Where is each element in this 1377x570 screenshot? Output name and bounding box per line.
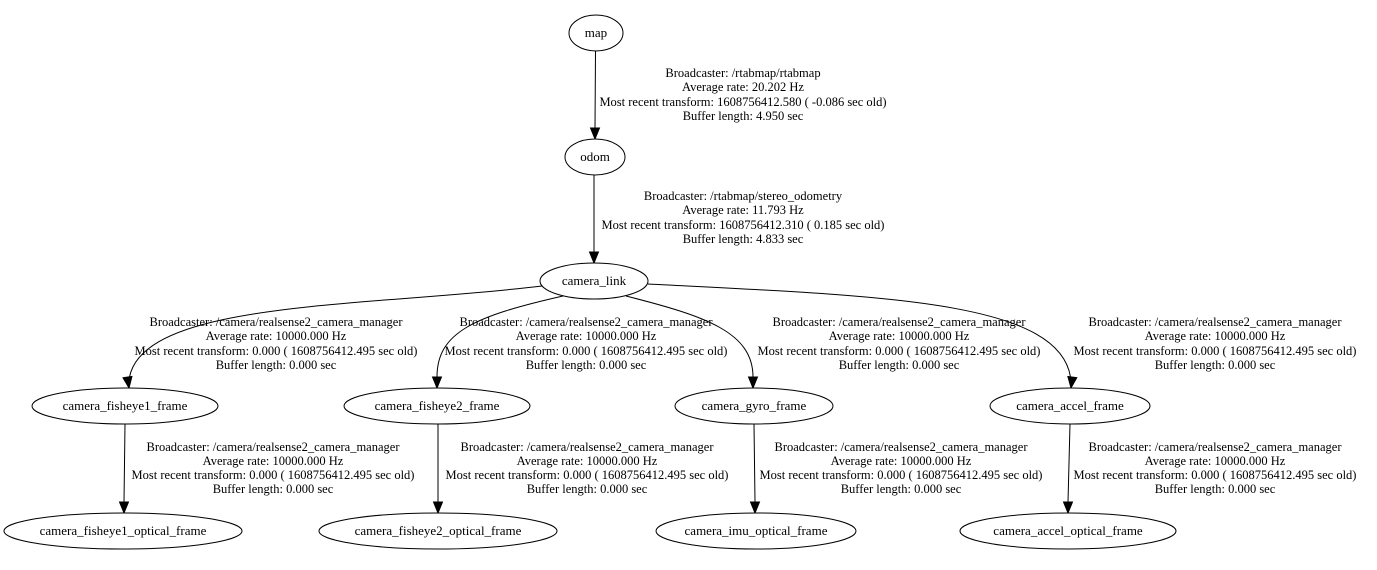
node-camera_fisheye2_optical_frame bbox=[319, 513, 557, 549]
node-camera_accel_frame bbox=[990, 388, 1150, 424]
edge-camera_link-camera_fisheye2_frame bbox=[433, 296, 728, 388]
edge-label-buffer: Buffer length: 0.000 sec bbox=[212, 481, 334, 496]
node-camera_fisheye1_optical_frame bbox=[4, 513, 242, 549]
edge-label-rate: Average rate: 10000.000 Hz bbox=[516, 453, 658, 468]
node-label: map bbox=[584, 24, 608, 40]
node-label: camera_imu_optical_frame bbox=[684, 522, 828, 538]
edge-label-transform: Most recent transform: 1608756412.580 ( -0.086 sec old) bbox=[599, 94, 887, 109]
node-label: camera_gyro_frame bbox=[701, 397, 807, 413]
edge-camera_fisheye2_frame-camera_fisheye2_optical_frame bbox=[434, 424, 729, 513]
node-label: camera_fisheye2_frame bbox=[374, 397, 500, 413]
edge-label-broadcaster: Broadcaster: /camera/realsense2_camera_manager bbox=[772, 314, 1026, 329]
edge-label-broadcaster: Broadcaster: /camera/realsense2_camera_manager bbox=[149, 314, 403, 329]
edge-label-transform: Most recent transform: 0.000 ( 1608756412.495 sec old) bbox=[1073, 343, 1357, 358]
edge-label-rate: Average rate: 10000.000 Hz bbox=[515, 328, 657, 343]
edge-label-rate: Average rate: 10000.000 Hz bbox=[828, 328, 970, 343]
edge-label-broadcaster: Broadcaster: /camera/realsense2_camera_manager bbox=[1088, 439, 1342, 454]
edge-label-buffer: Buffer length: 4.833 sec bbox=[682, 231, 804, 246]
edge-label-rate: Average rate: 10000.000 Hz bbox=[202, 453, 344, 468]
edge-label-broadcaster: Broadcaster: /camera/realsense2_camera_manager bbox=[1088, 314, 1342, 329]
node-label: camera_fisheye1_optical_frame bbox=[39, 522, 207, 538]
edge-label-rate: Average rate: 10000.000 Hz bbox=[205, 328, 347, 343]
node-label: camera_accel_optical_frame bbox=[993, 522, 1143, 538]
edge-label-buffer: Buffer length: 0.000 sec bbox=[215, 357, 337, 372]
arrowhead-icon bbox=[591, 128, 600, 139]
edge-label-rate: Average rate: 11.793 Hz bbox=[682, 202, 804, 217]
edge-label-transform: Most recent transform: 0.000 ( 1608756412.495 sec old) bbox=[131, 467, 415, 482]
edge-label-rate: Average rate: 10000.000 Hz bbox=[830, 453, 972, 468]
edge-camera_link-camera_gyro_frame bbox=[626, 296, 1040, 388]
arrowhead-icon bbox=[123, 376, 133, 388]
node-camera_link bbox=[540, 263, 648, 299]
edge-label-buffer: Buffer length: 0.000 sec bbox=[525, 357, 647, 372]
edge-camera_accel_frame-camera_accel_optical_frame bbox=[1064, 424, 1357, 513]
edge-label-buffer: Buffer length: 0.000 sec bbox=[840, 481, 962, 496]
edge-camera_fisheye1_frame-camera_fisheye1_optical_frame bbox=[120, 424, 415, 513]
arrowhead-icon bbox=[120, 502, 129, 513]
edge-label-buffer: Buffer length: 0.000 sec bbox=[838, 357, 960, 372]
edge-label-rate: Average rate: 10000.000 Hz bbox=[1144, 453, 1286, 468]
arrowhead-icon bbox=[433, 377, 442, 388]
edge-label-transform: Most recent transform: 1608756412.310 ( 0.185 sec old) bbox=[601, 217, 885, 232]
arrowhead-icon bbox=[749, 377, 758, 388]
node-label: camera_fisheye2_optical_frame bbox=[354, 522, 522, 538]
node-camera_fisheye2_frame bbox=[344, 388, 530, 424]
node-label: odom bbox=[580, 148, 610, 164]
edge-label-buffer: Buffer length: 0.000 sec bbox=[1154, 481, 1276, 496]
edge-camera_gyro_frame-camera_imu_optical_frame bbox=[751, 424, 1043, 513]
node-camera_imu_optical_frame bbox=[656, 513, 856, 549]
edge-odom-camera_link bbox=[590, 175, 885, 263]
node-camera_fisheye1_frame bbox=[32, 388, 218, 424]
edge-camera_link-camera_accel_frame bbox=[648, 284, 1356, 389]
arrowhead-icon bbox=[434, 502, 443, 513]
node-map bbox=[569, 15, 623, 51]
edge-label-rate: Average rate: 20.202 Hz bbox=[682, 79, 804, 94]
edge-label-transform: Most recent transform: 0.000 ( 1608756412.495 sec old) bbox=[445, 467, 729, 482]
edge-label-transform: Most recent transform: 0.000 ( 1608756412.495 sec old) bbox=[757, 343, 1041, 358]
arrowhead-icon bbox=[590, 252, 599, 263]
edge-label-broadcaster: Broadcaster: /camera/realsense2_camera_manager bbox=[460, 439, 714, 454]
edge-label-transform: Most recent transform: 0.000 ( 1608756412.495 sec old) bbox=[759, 467, 1043, 482]
edge-line bbox=[124, 424, 125, 502]
edge-label-broadcaster: Broadcaster: /rtabmap/rtabmap bbox=[665, 65, 821, 80]
edge-label-broadcaster: Broadcaster: /rtabmap/stereo_odometry bbox=[643, 188, 843, 203]
edge-line bbox=[1068, 424, 1070, 502]
edge-label-buffer: Buffer length: 0.000 sec bbox=[1154, 357, 1276, 372]
edge-label-broadcaster: Broadcaster: /camera/realsense2_camera_manager bbox=[774, 439, 1028, 454]
edge-label-broadcaster: Broadcaster: /camera/realsense2_camera_manager bbox=[459, 314, 713, 329]
edge-line bbox=[754, 424, 755, 502]
node-label: camera_accel_frame bbox=[1016, 397, 1124, 413]
edge-label-transform: Most recent transform: 0.000 ( 1608756412.495 sec old) bbox=[444, 343, 728, 358]
edge-label-buffer: Buffer length: 0.000 sec bbox=[526, 481, 648, 496]
node-label: camera_link bbox=[561, 272, 627, 288]
edge-map-odom bbox=[591, 51, 887, 139]
node-camera_gyro_frame bbox=[675, 388, 833, 424]
arrowhead-icon bbox=[1067, 377, 1077, 389]
edge-label-buffer: Buffer length: 4.950 sec bbox=[682, 108, 804, 123]
edge-label-transform: Most recent transform: 0.000 ( 1608756412.495 sec old) bbox=[134, 343, 418, 358]
node-label: camera_fisheye1_frame bbox=[62, 397, 188, 413]
edge-label-transform: Most recent transform: 0.000 ( 1608756412.495 sec old) bbox=[1073, 467, 1357, 482]
edge-camera_link-camera_fisheye1_frame bbox=[123, 286, 542, 389]
arrowhead-icon bbox=[751, 502, 760, 513]
edge-label-broadcaster: Broadcaster: /camera/realsense2_camera_manager bbox=[146, 439, 400, 454]
edge-label-rate: Average rate: 10000.000 Hz bbox=[1144, 328, 1286, 343]
node-odom bbox=[565, 139, 625, 175]
node-camera_accel_optical_frame bbox=[960, 513, 1176, 549]
edge-line bbox=[595, 51, 596, 128]
arrowhead-icon bbox=[1064, 502, 1073, 513]
